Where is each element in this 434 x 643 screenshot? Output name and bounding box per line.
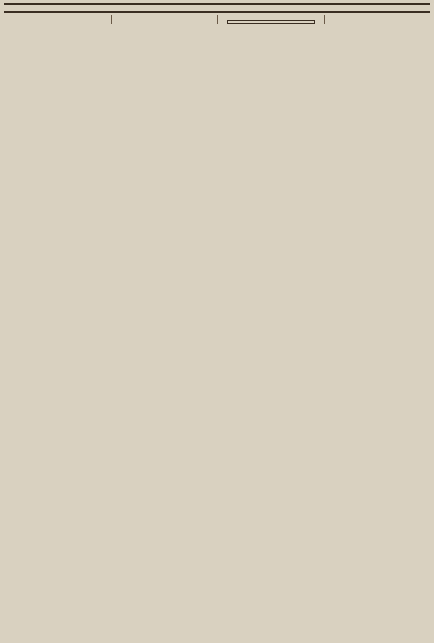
newspaper-page <box>0 3 434 643</box>
bottom-columns <box>0 13 434 24</box>
column-juzgados <box>324 15 431 24</box>
column-estanco <box>217 15 324 24</box>
column-administracion <box>4 15 111 24</box>
column-subasta <box>111 15 218 24</box>
tercera-seccion-heading <box>227 20 315 24</box>
